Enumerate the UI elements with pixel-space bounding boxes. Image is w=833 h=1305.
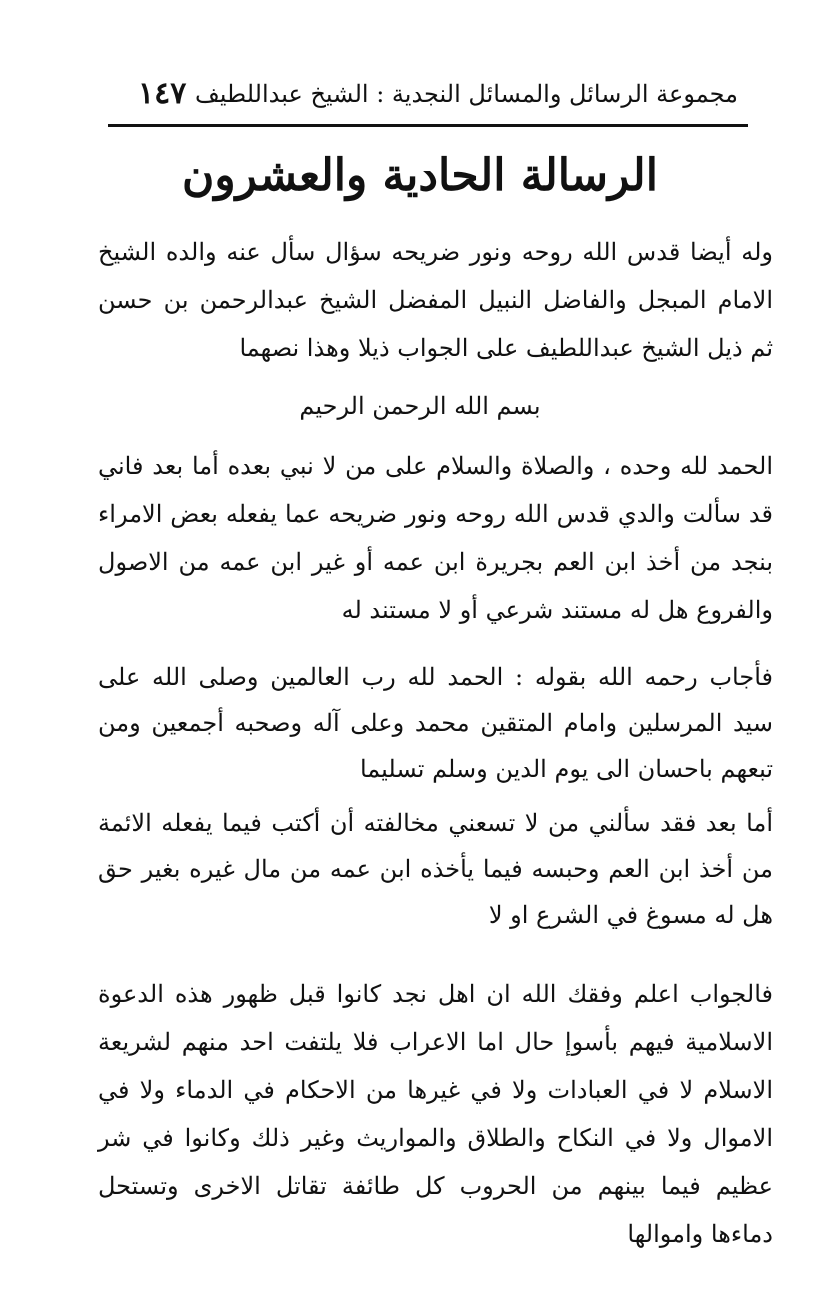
- page-number: ١٤٧: [138, 76, 187, 111]
- question-paragraph: الحمد لله وحده ، والصلاة والسلام على من لا نبي بعده أما بعد فاني قد سألت والدي قدس الله روحه ونور ضريحه عما يفعله بعض الامراء بنجد من أخذ ابن العم بجريرة ابن عمه أو غير ابن عمه من الاصول والفروع هل له مستند شرعي أو لا مستند له: [98, 452, 773, 624]
- basmala: بسم الله الرحمن الرحيم: [299, 392, 541, 420]
- chapter-title: الرسالة الحادية والعشرون: [182, 150, 658, 201]
- running-title: مجموعة الرسائل والمسائل النجدية : الشيخ عبداللطيف: [194, 80, 738, 108]
- reply-paragraph: فالجواب اعلم وفقك الله ان اهل نجد كانوا قبل ظهور هذه الدعوة الاسلامية فيهم بأسوإ حال اما الاعراب فلا يلتفت احد منهم لشريعة الاسلام لا في العبادات ولا في غيرها من الاحكام في الدماء ولا في الاموال ولا في النكاح والطلاق والمواريث وغير ذلك وكانوا في شر عظيم فيما بينهم من الحروب كل طائفة تقاتل الاخرى وتستحل دماءها واموالها: [98, 980, 774, 1248]
- request-paragraph: أما بعد فقد سألني من لا تسعني مخالفته أن أكتب فيما يفعله الائمة من أخذ ابن العم وحبسه فيما يأخذه ابن عمه من مال غيره بغير حق هل له مسوغ في الشرع او لا: [98, 809, 773, 929]
- header-rule: [108, 124, 748, 127]
- answer-paragraph: فأجاب رحمه الله بقوله : الحمد لله رب العالمين وصلى الله على سيد المرسلين وامام المتقين محمد وعلى آله وصحبه أجمعين ومن تبعهم باحسان الى يوم الدين وسلم تسليما: [98, 663, 773, 783]
- page-header: [108, 62, 748, 122]
- intro-paragraph: وله أيضا قدس الله روحه ونور ضريحه سؤال سأل عنه والده الشيخ الامام المبجل والفاضل النبيل المفضل الشيخ عبدالرحمن بن حسن ثم ذيل الشيخ عبداللطيف على الجواب ذيلا وهذا نصهما: [98, 238, 773, 362]
